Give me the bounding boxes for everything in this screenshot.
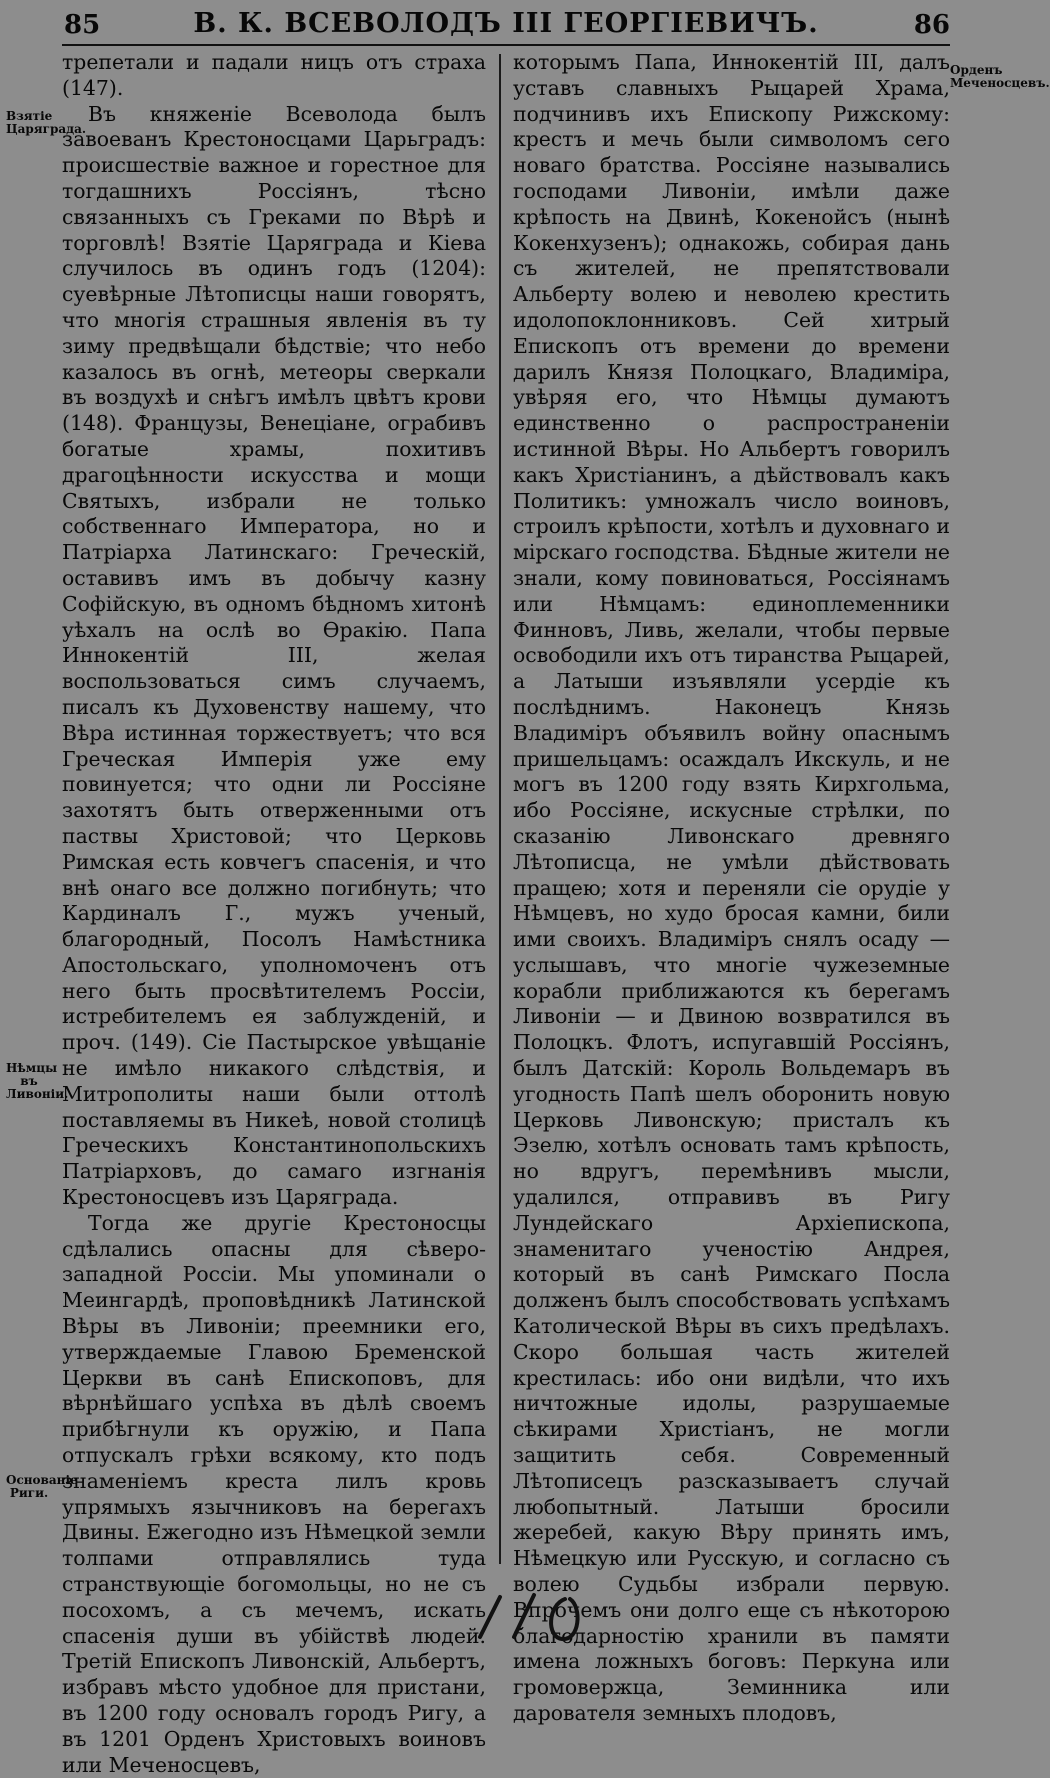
running-title: В. К. ВСЕВОЛОДЪ III ГЕОРГIЕВИЧЪ. xyxy=(193,8,819,39)
page-header xyxy=(62,6,950,46)
left-column xyxy=(62,50,486,1778)
handwritten-page-number xyxy=(470,1585,610,1645)
handwritten-number-110 xyxy=(470,1585,610,1645)
column-divider xyxy=(499,54,501,1564)
paragraph: Въ княженіе Всеволода былъ завоеванъ Крестоносцами Царьградъ: происшествіе важное и горестное для тогдашнихъ Россіянъ, тѣсно связанныхъ съ Греками по Вѣрѣ и торговлѣ! Взятіе Царяграда и Кіева случилось въ одинъ годъ (1204): суевѣрные Лѣтописцы наши говорятъ, что многія страшныя явленія въ ту зиму предвѣщали бѣдствіе; что небо казалось въ огнѣ, метеоры сверкали въ воздухѣ и снѣгъ имѣлъ цвѣтъ крови (148). Французы, Венеціане, ограбивъ богатые храмы, похитивъ драгоцѣнности искусства и мощи Святыхъ, избрали не только собственнаго Императора, но и Патріарха Латинскаго: Греческій, оставивъ имъ въ добычу казну Софійскую, въ одномъ бѣдномъ хитонѣ уѣхалъ на ослѣ во Ѳракію. Папа Иннокентій III, желая воспользоваться симъ случаемъ, писалъ къ Духовенству нашему, что Вѣра истинная торжествуетъ; что вся Греческая Имперія уже ему повинуется; что одни ли Россіяне захотятъ быть отверженными отъ паствы Христовой; что Церковь Римская есть ковчегъ спасенія, и что внѣ онаго все должно погибнуть; что Кардиналъ Г., мужъ ученый, благородный, Посолъ Намѣстника Апостольскаго, уполномоченъ отъ него быть просвѣтителемъ Россіи, истребителемъ ея заблужденій, и проч. (149). Сіе Пастырское увѣщаніе не имѣло никакого слѣдствія, и Митрополиты наши были оттолѣ поставляемы въ Никеѣ, новой столицѣ Греческихъ Константинопольскихъ Патріарховъ, до самаго изгнанія Крестоносцевъ изъ Царяграда. xyxy=(62,101,486,1210)
paragraph: которымъ Папа, Иннокентій III, далъ уставъ славныхъ Рыцарей Храма, подчинивъ ихъ Епископу Рижскому: крестъ и мечь были символомъ сего новаго братства. Россіяне назывались господами Ливоніи, имѣли даже крѣпость на Двинѣ, Кокенойсъ (нынѣ Кокенхузенъ); однакожь, собирая дань съ жителей, не препятствовали Альберту волею и неволею крестить идолопоклонниковъ. Сей хитрый Епископъ отъ времени до времени дарилъ Князя Полоцкаго, Владиміра, увѣряя его, что Нѣмцы думаютъ единственно о распространеніи истинной Вѣры. Но Альбертъ говорилъ какъ Христіанинъ, а дѣйствовалъ какъ Политикъ: умножалъ число воиновъ, строилъ крѣпости, хотѣлъ и духовнаго и мірскаго господства. Бѣдные жители не знали, кому повиноваться, Россіянамъ или Нѣмцамъ: единоплеменники Финновъ, Ливь, желали, чтобы первые освободили ихъ отъ тиранства Рыцарей, а Латыши изъявляли усердіе къ послѣднимъ. Наконецъ Князь Владиміръ объявилъ войну опаснымъ пришельцамъ: осаждалъ Икскуль, и не могъ въ 1200 году взять Кирхгольма, ибо Россіяне, искусные стрѣлки, по сказанію Ливонскаго древняго Лѣтописца, не умѣли дѣйствовать пращею; хотя и переняли сіе орудіе у Нѣмцевъ, но худо бросая камни, били ими своихъ. Владиміръ снялъ осаду — услышавъ, что многіе чужеземные корабли приближаются къ берегамъ Ливоніи — и Двиною возвратился въ Полоцкъ. Флотъ, испугавшій Россіянъ, былъ Датскій: Король Вольдемаръ въ угодность Папѣ шелъ оборонить новую Церковь Ливонскую; присталъ къ Эзелю, хотѣлъ основать тамъ крѣпость, но вдругъ, перемѣнивъ мысли, удалился, отправивъ въ Ригу Лундейскаго Архіепископа, знаменитаго ученостію Андрея, который въ санѣ Римскаго Посла долженъ былъ способствовать успѣхамъ Католической Вѣры въ сихъ предѣлахъ. Скоро большая часть жителей крестилась: ибо они видѣли, что ихъ ничтожные идолы, разрушаемые сѣкирами Христіанъ, не могли защитить себя. Современный Лѣтописецъ разсказываетъ случай любопытный. Латыши бросили жеребей, какую Вѣру принять имъ, Нѣмецкую или Русскую, и согласно съ волею Судьбы избрали первую. Впрочемъ они долго еще съ нѣкоторою благодарностію хранили въ памяти имена ложныхъ боговъ: Перкуна или громовержца, Земинника или дарователя земныхъ плодовъ, xyxy=(513,50,950,1725)
page-number-left: 85 xyxy=(64,10,101,40)
page-number-right: 86 xyxy=(913,10,950,40)
header-rule xyxy=(62,44,950,46)
margin-note-germans-livonia: Нѣмцы въ Ливоніи. xyxy=(6,1061,69,1101)
margin-note-capture-constantinople: Взятіе Царяграда. xyxy=(6,109,87,136)
paragraph: трепетали и падали ницъ отъ страха (147). xyxy=(62,50,486,100)
margin-note-founding-riga: Основаніе Риги. xyxy=(6,1473,78,1500)
paragraph: Тогда же другіе Крестоносцы сдѣлались опасны для сѣверо-западной Россіи. Мы упоминали о Меингардѣ, проповѣдникѣ Латинской Вѣры въ Ливоніи; преемники его, утверждаемые Главою Бременской Церкви въ санѣ Епископовъ, для вѣрнѣйшаго успѣха въ дѣлѣ своемъ прибѣгнули къ оружію, и Папа отпускалъ грѣхи всякому, кто подъ знаменіемъ креста лилъ кровь упрямыхъ язычниковъ на берегахъ Двины. Ежегодно изъ Нѣмецкой земли толпами отправлялись туда странствующіе богомольцы, но не съ посохомъ, а съ мечемъ, искать спасенія души въ убійствѣ людей. Третій Епископъ Ливонскій, Альбертъ, избравъ мѣсто удобное для пристани, въ 1200 году основалъ городъ Ригу, а въ 1201 Орденъ Христовыхъ воиновъ или Меченосцевъ, xyxy=(62,1210,486,1777)
right-column xyxy=(513,50,950,1727)
margin-note-sword-brothers: Орденъ Меченосцевъ. xyxy=(950,63,1050,90)
